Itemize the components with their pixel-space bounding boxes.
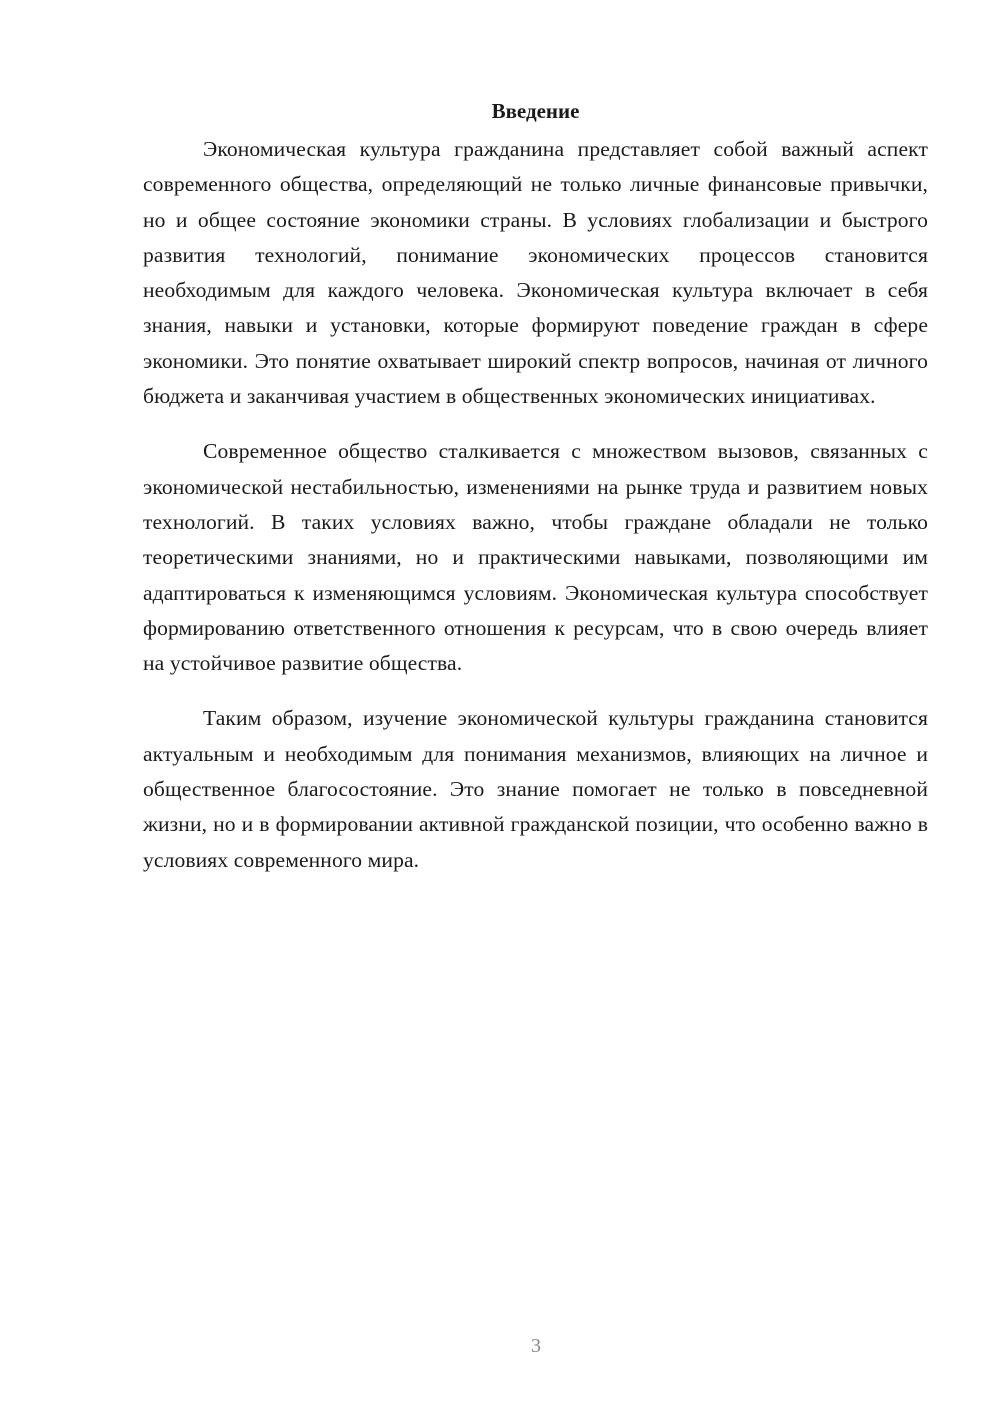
page-content [143,92,928,898]
section-heading: Введение [491,99,580,123]
page-number: 3 [531,1335,541,1357]
paragraph-2: Современное общество сталкивается с множеством вызовов, связанных с экономической нестабильностью, изменениями на рынке труда и развитием новых технологий. В таких условиях важно, чтобы граждане обладали не только теоретическими знаниями, но и практическими навыками, позволяющими им адаптироваться к изменяющимся условиям. Экономическая культура способствует формированию ответственного отношения к ресурсам, что в свою очередь влияет на устойчивое развитие общества. [143,439,928,676]
paragraph-3: Таким образом, изучение экономической культуры гражданина становится актуальным и необходимым для понимания механизмов, влияющих на личное и общественное благосостояние. Это знание помогает не только в повседневной жизни, но и в формировании активной гражданской позиции, что особенно важно в условиях современного мира. [143,706,928,872]
paragraph-1: Экономическая культура гражданина представляет собой важный аспект современного общества, определяющий не только личные финансовые привычки, но и общее состояние экономики страны. В условиях глобализации и быстрого развития технологий, понимание экономических процессов становится необходимым для каждого человека. Экономическая культура включает в себя знания, навыки и установки, которые формируют поведение граждан в сфере экономики. Это понятие охватывает широкий спектр вопросов, начиная от личного бюджета и заканчивая участием в общественных экономических инициативах. [143,137,928,409]
